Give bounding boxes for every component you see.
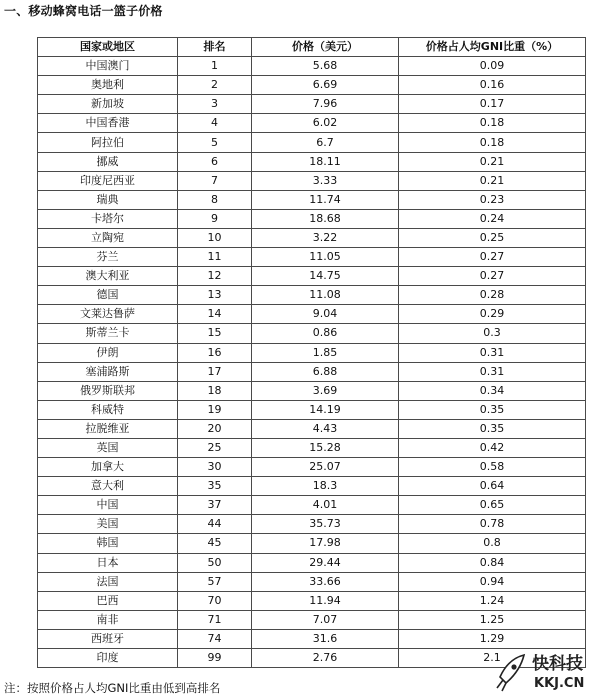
table-row: [38, 438, 586, 457]
cell-country: 法国: [38, 572, 178, 591]
cell-price: 3.33: [252, 171, 399, 190]
cell-rank: 50: [178, 553, 252, 572]
cell-gni-ratio: 0.27: [399, 248, 586, 267]
cell-gni-ratio: 0.64: [399, 477, 586, 496]
cell-country: 阿拉伯: [38, 133, 178, 152]
cell-rank: 25: [178, 438, 252, 457]
cell-rank: 16: [178, 343, 252, 362]
table-row: [38, 458, 586, 477]
cell-country: 德国: [38, 286, 178, 305]
cell-gni-ratio: 0.94: [399, 572, 586, 591]
cell-rank: 11: [178, 248, 252, 267]
cell-rank: 45: [178, 534, 252, 553]
cell-rank: 7: [178, 171, 252, 190]
cell-gni-ratio: 0.31: [399, 362, 586, 381]
cell-country: 科威特: [38, 400, 178, 419]
cell-rank: 8: [178, 190, 252, 209]
cell-country: 巴西: [38, 591, 178, 610]
table-header-row: [38, 38, 586, 57]
cell-price: 25.07: [252, 458, 399, 477]
cell-rank: 99: [178, 649, 252, 668]
cell-rank: 18: [178, 381, 252, 400]
table-row: [38, 477, 586, 496]
table-row: [38, 171, 586, 190]
cell-gni-ratio: 0.28: [399, 286, 586, 305]
table-row: [38, 610, 586, 629]
price-table: [37, 37, 586, 668]
cell-country: 奥地利: [38, 76, 178, 95]
cell-rank: 20: [178, 419, 252, 438]
cell-country: 韩国: [38, 534, 178, 553]
cell-gni-ratio: 0.34: [399, 381, 586, 400]
cell-price: 15.28: [252, 438, 399, 457]
table-body: [38, 57, 586, 668]
cell-rank: 30: [178, 458, 252, 477]
table-row: [38, 248, 586, 267]
cell-price: 31.6: [252, 629, 399, 648]
table-row: [38, 515, 586, 534]
cell-gni-ratio: 0.42: [399, 438, 586, 457]
cell-gni-ratio: 1.24: [399, 591, 586, 610]
table-row: [38, 95, 586, 114]
cell-country: 澳大利亚: [38, 267, 178, 286]
cell-rank: 71: [178, 610, 252, 629]
cell-gni-ratio: 0.84: [399, 553, 586, 572]
cell-rank: 15: [178, 324, 252, 343]
watermark-url: KKJ.CN: [534, 676, 585, 691]
cell-country: 加拿大: [38, 458, 178, 477]
table-header: [38, 38, 586, 57]
cell-rank: 10: [178, 228, 252, 247]
cell-rank: 5: [178, 133, 252, 152]
table-row: [38, 76, 586, 95]
cell-country: 日本: [38, 553, 178, 572]
cell-price: 14.19: [252, 400, 399, 419]
cell-gni-ratio: 0.35: [399, 419, 586, 438]
cell-rank: 14: [178, 305, 252, 324]
cell-price: 6.7: [252, 133, 399, 152]
table-row: [38, 209, 586, 228]
cell-rank: 2: [178, 76, 252, 95]
cell-gni-ratio: 0.29: [399, 305, 586, 324]
cell-gni-ratio: 2.1: [399, 649, 586, 668]
cell-gni-ratio: 1.25: [399, 610, 586, 629]
cell-gni-ratio: 0.27: [399, 267, 586, 286]
cell-gni-ratio: 0.18: [399, 133, 586, 152]
cell-country: 中国: [38, 496, 178, 515]
cell-price: 18.11: [252, 152, 399, 171]
footnote: 注：按照价格占人均GNI比重由低到高排名: [4, 681, 221, 695]
cell-price: 7.07: [252, 610, 399, 629]
table-row: [38, 496, 586, 515]
cell-country: 中国澳门: [38, 57, 178, 76]
section-heading: 一、移动蜂窝电话一篮子价格: [4, 4, 163, 18]
cell-gni-ratio: 0.24: [399, 209, 586, 228]
table-row: [38, 591, 586, 610]
cell-country: 瑞典: [38, 190, 178, 209]
cell-gni-ratio: 0.09: [399, 57, 586, 76]
cell-rank: 1: [178, 57, 252, 76]
cell-price: 2.76: [252, 649, 399, 668]
column-header-country: 国家或地区: [38, 38, 178, 57]
cell-price: 11.05: [252, 248, 399, 267]
cell-gni-ratio: 1.29: [399, 629, 586, 648]
cell-price: 4.43: [252, 419, 399, 438]
cell-price: 6.02: [252, 114, 399, 133]
cell-country: 立陶宛: [38, 228, 178, 247]
table-row: [38, 343, 586, 362]
cell-country: 英国: [38, 438, 178, 457]
table-row: [38, 228, 586, 247]
cell-country: 文莱达鲁萨: [38, 305, 178, 324]
cell-price: 11.74: [252, 190, 399, 209]
table-row: [38, 553, 586, 572]
cell-rank: 12: [178, 267, 252, 286]
column-header-rank: 排名: [178, 38, 252, 57]
cell-gni-ratio: 0.21: [399, 152, 586, 171]
table-row: [38, 286, 586, 305]
cell-country: 俄罗斯联邦: [38, 381, 178, 400]
cell-price: 11.08: [252, 286, 399, 305]
cell-rank: 44: [178, 515, 252, 534]
cell-rank: 3: [178, 95, 252, 114]
table-row: [38, 267, 586, 286]
cell-gni-ratio: 0.35: [399, 400, 586, 419]
column-header-gni-ratio: 价格占人均GNI比重（%）: [399, 38, 586, 57]
table-row: [38, 400, 586, 419]
cell-gni-ratio: 0.8: [399, 534, 586, 553]
table-row: [38, 572, 586, 591]
watermark-brand: 快科技: [532, 654, 583, 674]
table-row: [38, 534, 586, 553]
cell-rank: 37: [178, 496, 252, 515]
table-row: [38, 324, 586, 343]
table-row: [38, 114, 586, 133]
cell-gni-ratio: 0.3: [399, 324, 586, 343]
cell-rank: 19: [178, 400, 252, 419]
cell-gni-ratio: 0.18: [399, 114, 586, 133]
cell-gni-ratio: 0.25: [399, 228, 586, 247]
cell-rank: 9: [178, 209, 252, 228]
cell-country: 塞浦路斯: [38, 362, 178, 381]
cell-price: 4.01: [252, 496, 399, 515]
cell-rank: 17: [178, 362, 252, 381]
cell-gni-ratio: 0.16: [399, 76, 586, 95]
cell-country: 新加坡: [38, 95, 178, 114]
rocket-logo-icon: [494, 647, 596, 695]
table-row: [38, 57, 586, 76]
cell-country: 拉脱维亚: [38, 419, 178, 438]
cell-gni-ratio: 0.17: [399, 95, 586, 114]
cell-gni-ratio: 0.23: [399, 190, 586, 209]
table-row: [38, 190, 586, 209]
cell-price: 0.86: [252, 324, 399, 343]
cell-price: 18.68: [252, 209, 399, 228]
cell-rank: 4: [178, 114, 252, 133]
cell-price: 29.44: [252, 553, 399, 572]
cell-country: 卡塔尔: [38, 209, 178, 228]
cell-country: 印度: [38, 649, 178, 668]
cell-country: 斯蒂兰卡: [38, 324, 178, 343]
cell-gni-ratio: 0.65: [399, 496, 586, 515]
cell-price: 18.3: [252, 477, 399, 496]
cell-country: 伊朗: [38, 343, 178, 362]
cell-price: 6.69: [252, 76, 399, 95]
table-row: [38, 133, 586, 152]
watermark-logo: [494, 647, 596, 695]
cell-country: 中国香港: [38, 114, 178, 133]
cell-price: 14.75: [252, 267, 399, 286]
table-row: [38, 152, 586, 171]
table-row: [38, 629, 586, 648]
cell-price: 3.22: [252, 228, 399, 247]
cell-price: 17.98: [252, 534, 399, 553]
cell-country: 南非: [38, 610, 178, 629]
cell-price: 5.68: [252, 57, 399, 76]
cell-price: 35.73: [252, 515, 399, 534]
column-header-price: 价格（美元）: [252, 38, 399, 57]
table-row: [38, 362, 586, 381]
cell-rank: 13: [178, 286, 252, 305]
cell-price: 3.69: [252, 381, 399, 400]
cell-gni-ratio: 0.58: [399, 458, 586, 477]
cell-rank: 6: [178, 152, 252, 171]
cell-price: 6.88: [252, 362, 399, 381]
cell-gni-ratio: 0.78: [399, 515, 586, 534]
cell-country: 挪威: [38, 152, 178, 171]
cell-rank: 35: [178, 477, 252, 496]
cell-rank: 74: [178, 629, 252, 648]
cell-country: 美国: [38, 515, 178, 534]
table-row: [38, 381, 586, 400]
table-row: [38, 305, 586, 324]
cell-price: 9.04: [252, 305, 399, 324]
cell-price: 7.96: [252, 95, 399, 114]
cell-rank: 57: [178, 572, 252, 591]
cell-gni-ratio: 0.21: [399, 171, 586, 190]
cell-gni-ratio: 0.31: [399, 343, 586, 362]
cell-price: 1.85: [252, 343, 399, 362]
cell-country: 西班牙: [38, 629, 178, 648]
cell-country: 芬兰: [38, 248, 178, 267]
cell-country: 印度尼西亚: [38, 171, 178, 190]
cell-country: 意大利: [38, 477, 178, 496]
table-row: [38, 419, 586, 438]
cell-price: 33.66: [252, 572, 399, 591]
cell-price: 11.94: [252, 591, 399, 610]
cell-rank: 70: [178, 591, 252, 610]
